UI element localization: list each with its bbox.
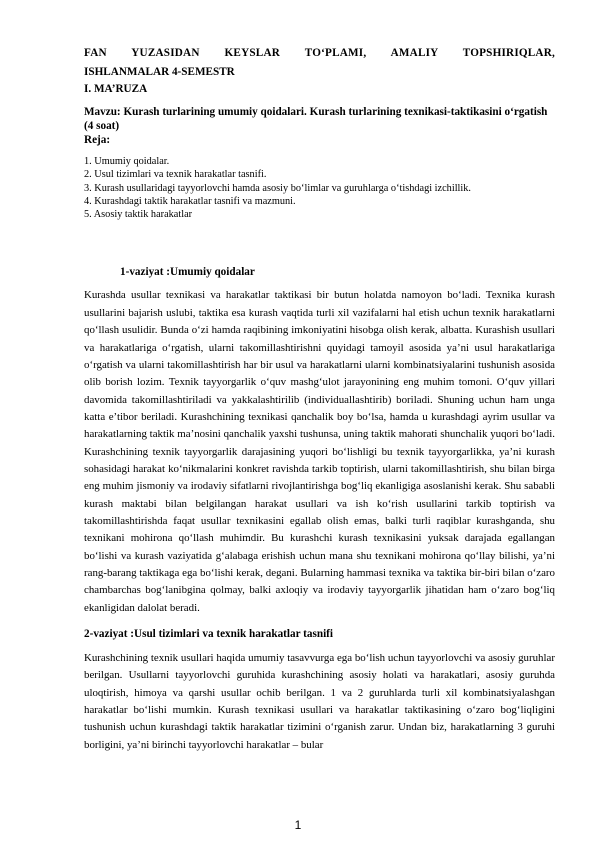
plan-item: 4. Kurashdagi taktik harakatlar tasnifi va mazmuni. (84, 195, 296, 207)
document-title: FAN YUZASIDAN KEYSLAR TO‘PLAMI, AMALIY TOPSHIRIQLAR, (84, 47, 555, 59)
section2-heading: 2-vaziyat :Usul tizimlari va texnik harakatlar tasnifi (84, 628, 334, 641)
plan-item: 5. Asosiy taktik harakatlar (84, 209, 193, 221)
document-title-line2: ISHLANMALAR 4-SEMESTR (84, 66, 235, 78)
plan-item: 3. Kurash usullaridagi tayyorlovchi hamda asosiy bo‘limlar va guruhlarga o‘tishdagi izchillik. (84, 182, 471, 194)
page-content (84, 43, 555, 754)
plan-label: Reja: (84, 134, 111, 146)
section1-paragraph: Kurashda usullar texnikasi va harakatlar taktikasi bir butun holatda namoyon bo‘ladi. Texnika kurash usullarini bajarish uslubi, taktika esa kurash vaqtida turli xil vazifalarni hal etish uchun texnik harakatlarni qo‘llash usulidir. Bunda o‘zi hamda raqibining imkoniyatini hisobga olish kerak, albatta. Kurashish usullari va harakatlariga o‘rgatish, ularni takomillashtirishni quyidagi tamoyil asosida ya’ni usul harakatlariga o‘rgatish va ularni takomillashtirish har bir usul va harakatlarni ularni kombinatsiyalarini tushunish asosida olib borish lozim. Texnik tayyorgarlik o‘quv mashg‘ulot jarayonining eng muhim tomoni. O‘quv yillari davomida takomillashtiriladi va yakkalashtirilib (individuallashtirib) boriladi. Shuning uchun ham unga katta e’tibor beriladi. Kurashchining texnikasi qanchalik boy bo‘lsa, hamda u kurashdagi ayrim usullar va harakatlarning taktik ma’nosini qanchalik yaxshi tushunsa, uning taktik mahorati shunchalik yuqori bo‘ladi. Kurashchining texnik tayyorgarlik darajasining yuqori bo‘lishligi bu texnik tayyorgarlikka, ya’ni kurash sohasidagi harakat ko‘nikmalarini konkret ravishda tarkib toptirish, ularni takomillashtirish, shu bilan birga eng muhim jismoniy va irodaviy sifatlarni rivojlantirishga bog‘liq ekanligiga asoslanishi kerak. Shu sababli kurash maktabi bilan belgilangan harakat usullari va ish ko‘rish usullarini tarkib toptirish va takomillashtirishda faqat usullar texnikasini egallab olish emas, balki turli raqiblar kurashganda, shu texnikani mohirona qo‘llash muhimdir. Bu kurashchi kurash texnikasini yuksak darajada egallangan bo‘lishi va kurash vaziyatida g‘alabaga erishish uchun mana shu texnikani mohirona qo‘llay bilishi, ya’ni rang-barang taktikaga ega bo‘lishi kerak, degani. Bularning hammasi texnika va taktika bir-biri bilan o‘zaro chambarchas bog‘lanibgina qolmay, balki axloqiy va irodaviy tayyorgarlik jihatidan ham o‘zaro bog‘liq ekanligidan dalolat beradi. (84, 289, 555, 614)
plan-item: 1. Umumiy qoidalar. (84, 156, 170, 167)
topic-heading: Mavzu: Kurash turlarining umumiy qoidalari. Kurash turlarining texnikasi-taktikasini o‘rgatish (4 soat) (84, 106, 548, 132)
section2-paragraph: Kurashchining texnik usullari haqida umumiy tasavvurga ega bo‘lish uchun tayyorlovchi va asosiy guruhlar berilgan. Usullarni tayyorlovchi guruhida kurashchining asosiy holati va harakatlari, asosiy guruhda uloqtirish, himoya va qarshi usullar ochib berilgan. 1 va 2 guruhlarda turli xil kombinatsiyalashgan harakatlar bo‘lishi mumkin. Kurash texnikasi usullari va harakatlar taktikasining o‘zaro bog‘liqligini tushunish uchun kurashdagi taktik harakatlar tizimini o‘rganish zarur. Undan biz, harakatlarning 3 guruhi borligini, ya’ni birinchi tayyorlovchi harakatlar – bular (84, 652, 555, 751)
plan-list (84, 155, 555, 221)
section-label: I. MA’RUZA (84, 83, 148, 95)
section1-heading: 1-vaziyat :Umumiy qoidalar (120, 266, 255, 279)
plan-item: 2. Usul tizimlari va texnik harakatlar tasnifi. (84, 169, 267, 181)
page-number: 1 (294, 818, 302, 832)
